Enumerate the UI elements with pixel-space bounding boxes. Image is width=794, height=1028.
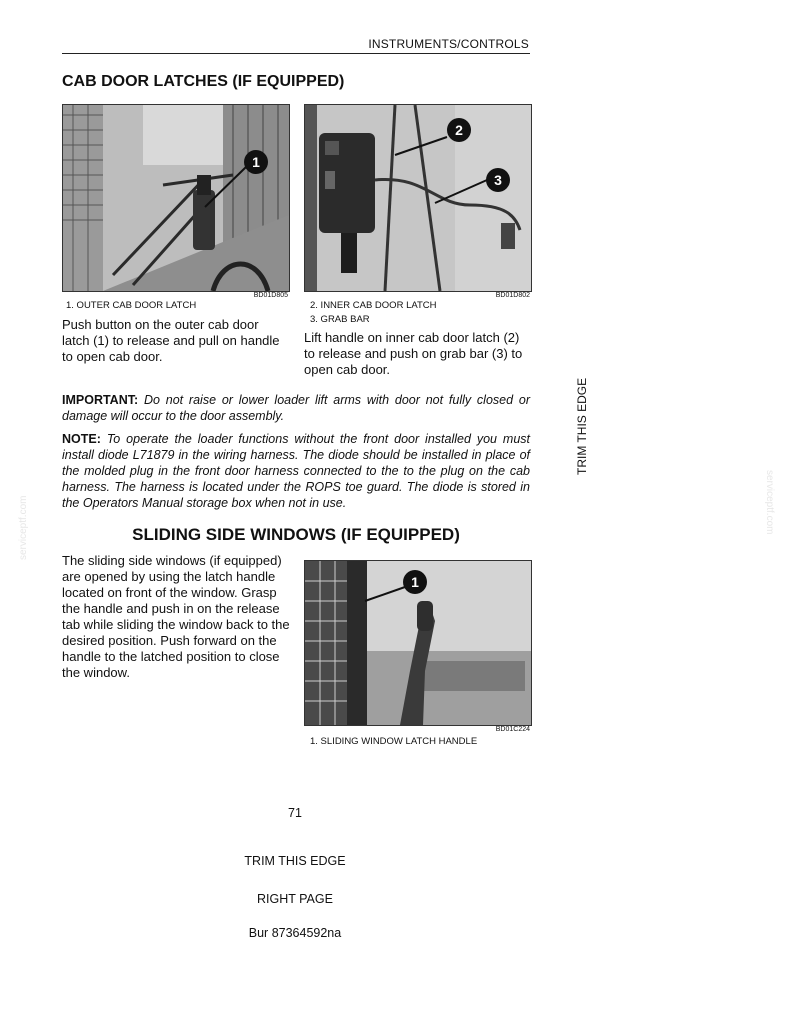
cab-door-title: CAB DOOR LATCHES (IF EQUIPPED) bbox=[62, 73, 345, 90]
callout-1 bbox=[244, 150, 268, 174]
figure-code: BD01D805 bbox=[253, 292, 288, 299]
footer-trim-label: TRIM THIS EDGE bbox=[244, 854, 346, 868]
footer-page-side: RIGHT PAGE bbox=[257, 892, 333, 906]
footer-document-code: Bur 87364592na bbox=[248, 926, 342, 940]
running-header: INSTRUMENTS/CONTROLS bbox=[368, 37, 529, 51]
figure-caption: 3. GRAB BAR bbox=[310, 314, 370, 325]
figure-caption: 2. INNER CAB DOOR LATCH bbox=[310, 300, 437, 311]
sliding-windows-title: SLIDING SIDE WINDOWS (IF EQUIPPED) bbox=[132, 525, 460, 544]
outer-latch-instructions: Push button on the outer cab door latch (1) to release and pull on handle to open cab door. bbox=[62, 317, 280, 364]
callout-2 bbox=[447, 118, 471, 142]
figure-code: BD01D802 bbox=[495, 292, 530, 299]
header-rule bbox=[62, 53, 530, 54]
sliding-window-instructions: The sliding side windows (if equipped) are opened by using the latch handle located on front of the window. Grasp the handle and push in on the release tab while sliding the window back to the desired position. Push forward on the handle to the latched position to close the window. bbox=[62, 553, 290, 680]
note-label: NOTE: bbox=[62, 432, 101, 446]
inner-latch-instructions: Lift handle on inner cab door latch (2) to release and push on grab bar (3) to open cab door. bbox=[304, 330, 523, 377]
sliding-window-photo bbox=[304, 560, 532, 726]
inner-latch-photo bbox=[304, 104, 532, 292]
figure-caption: 1. SLIDING WINDOW LATCH HANDLE bbox=[310, 736, 478, 747]
page-number: 71 bbox=[288, 806, 302, 820]
outer-latch-photo bbox=[62, 104, 290, 292]
note-text: To operate the loader functions without the front door installed you must install diode L71879 in the wiring harness. The diode should be installed in place of the molded plug in the front door harness connected to the to the plug on the cab harness. The harness is located under the ROPS toe guard. The diode is stored in the Operators Manual storage box when not in use. bbox=[62, 432, 530, 510]
callout-3-label: 3 bbox=[494, 172, 502, 188]
watermark-right: serviceptf.com bbox=[764, 470, 775, 535]
callout-2-label: 2 bbox=[455, 122, 463, 138]
important-text: Do not raise or lower loader lift arms with door not fully closed or damage will occur to the door assembly. bbox=[62, 393, 530, 423]
callout-1-label: 1 bbox=[252, 154, 260, 170]
callout-1-label: 1 bbox=[411, 574, 419, 590]
trim-edge-label: TRIM THIS EDGE bbox=[575, 377, 589, 475]
figure-code: BD01C224 bbox=[495, 726, 530, 733]
watermark-left: serviceptf.com bbox=[18, 495, 29, 560]
important-notice bbox=[62, 392, 530, 424]
important-label: IMPORTANT: bbox=[62, 393, 139, 407]
figure-caption: 1. OUTER CAB DOOR LATCH bbox=[66, 300, 197, 311]
note-block bbox=[62, 431, 530, 511]
callout-1 bbox=[403, 570, 427, 594]
callout-3 bbox=[486, 168, 510, 192]
